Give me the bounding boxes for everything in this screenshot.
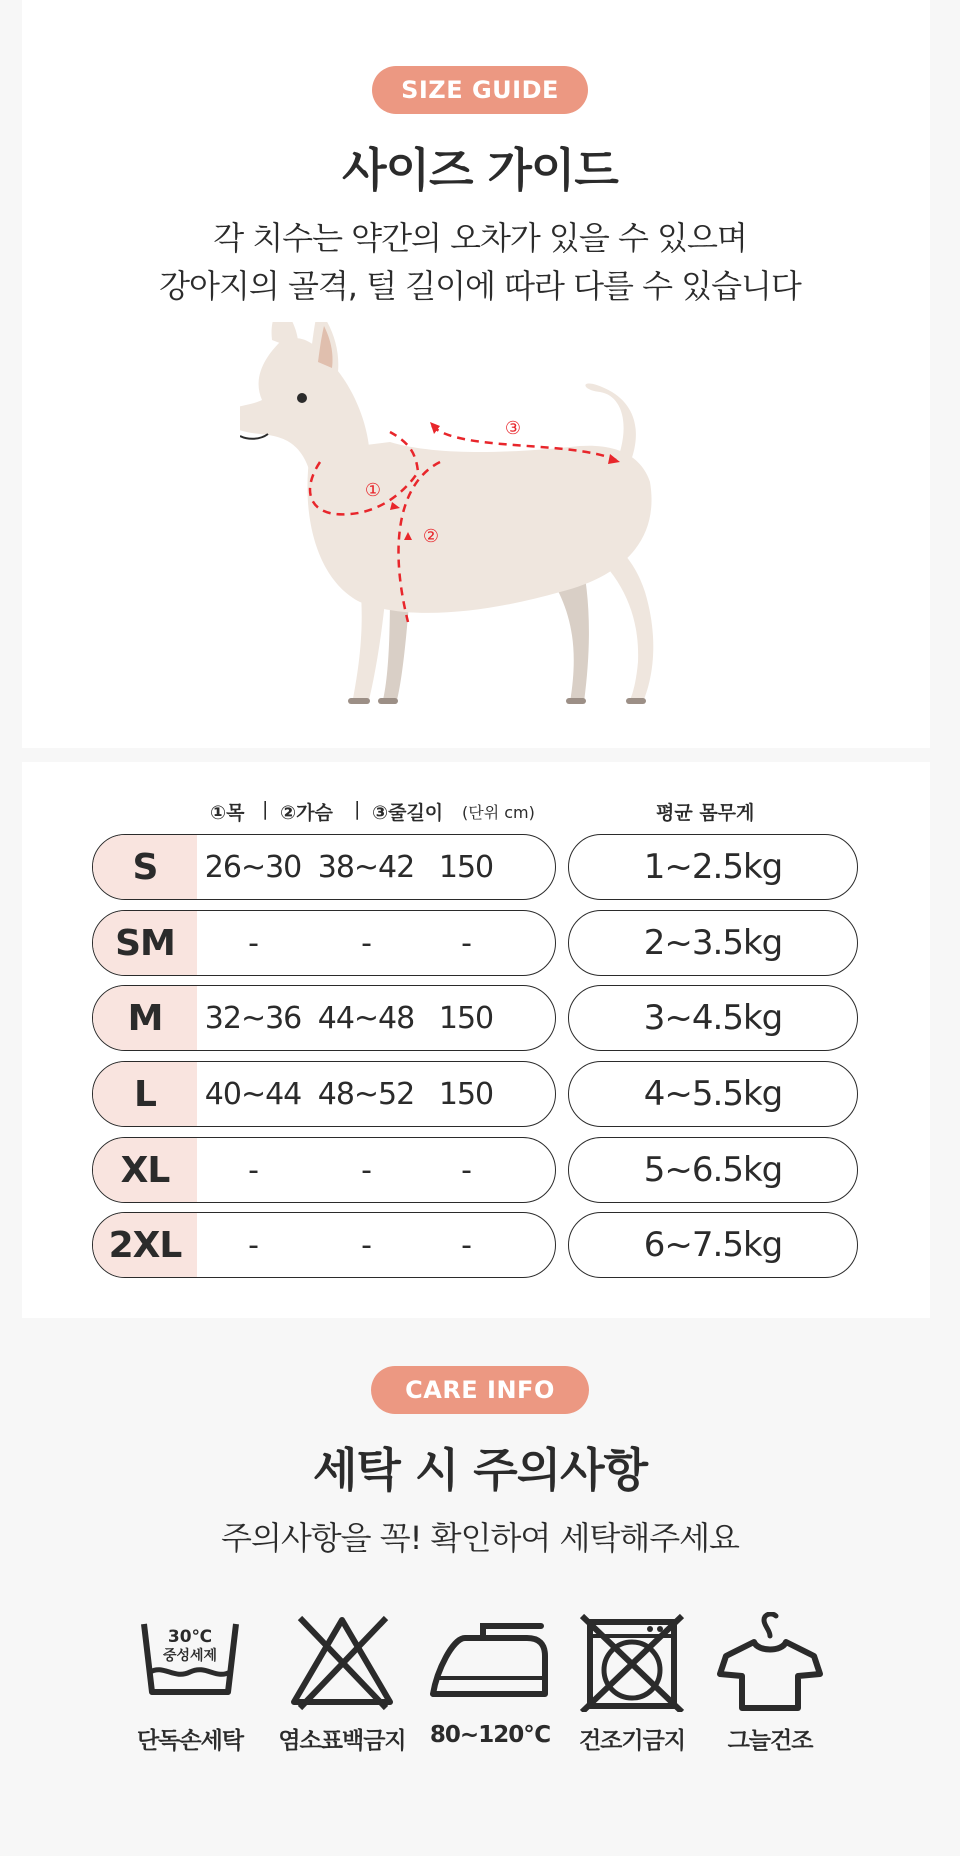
size-label: 2XL bbox=[93, 1213, 197, 1277]
dog-body bbox=[307, 442, 651, 613]
size-label: L bbox=[93, 1062, 197, 1126]
care-label: 단독손세탁 bbox=[136, 1728, 244, 1754]
size-label: M bbox=[93, 986, 197, 1050]
header-divider: | bbox=[354, 798, 361, 820]
care-label: 그늘건조 bbox=[727, 1728, 813, 1754]
chest-value: 38~42 bbox=[317, 849, 415, 885]
care-subtitle: 주의사항을 꼭! 확인하여 세탁해주세요 bbox=[221, 1519, 739, 1557]
header-divider: | bbox=[262, 798, 269, 820]
size-row bbox=[92, 985, 556, 1051]
size-label: XL bbox=[93, 1138, 197, 1202]
length-arrow-icon bbox=[430, 422, 440, 434]
dog-paw bbox=[626, 698, 646, 704]
size-guide-badge: SIZE GUIDE bbox=[372, 66, 588, 114]
care-item-no-bleach bbox=[272, 1612, 412, 1754]
dog-paw bbox=[566, 698, 586, 704]
chest-marker: ② bbox=[422, 526, 440, 547]
size-guide-title: 사이즈 가이드 bbox=[342, 143, 618, 197]
size-guide-subtitle-2: 강아지의 골격, 털 길이에 따라 다를 수 있습니다 bbox=[159, 267, 801, 305]
chest-value: 44~48 bbox=[317, 1000, 415, 1036]
wash-temp: 30℃ bbox=[167, 1627, 213, 1647]
care-info-badge: CARE INFO bbox=[371, 1366, 589, 1414]
neck-value: 32~36 bbox=[204, 1000, 302, 1036]
header-neck: ①목 bbox=[210, 802, 245, 824]
length-marker: ③ bbox=[504, 418, 522, 439]
weight-value: 5~6.5kg bbox=[568, 1137, 858, 1203]
shade-dry-icon bbox=[710, 1612, 830, 1712]
neck-value: - bbox=[248, 1152, 258, 1188]
care-label: 80~120℃ bbox=[429, 1722, 551, 1748]
dog-eye bbox=[297, 393, 307, 403]
dog-head bbox=[240, 338, 370, 472]
neck-value: - bbox=[248, 1227, 258, 1263]
care-item-shade-dry bbox=[700, 1612, 840, 1754]
leash-value: - bbox=[461, 1227, 471, 1263]
dog-mouth bbox=[240, 434, 268, 439]
neck-marker: ① bbox=[364, 480, 382, 501]
care-item-hand-wash bbox=[120, 1612, 260, 1754]
chest-value: - bbox=[361, 1227, 371, 1263]
size-row bbox=[92, 834, 556, 900]
header-chest: ②가슴 bbox=[280, 802, 333, 824]
chest-value: - bbox=[361, 1152, 371, 1188]
size-row bbox=[92, 1212, 556, 1278]
header-weight: 평균 몸무게 bbox=[656, 802, 755, 824]
dog-paw bbox=[378, 698, 398, 704]
chest-value: 48~52 bbox=[317, 1076, 415, 1112]
weight-value: 6~7.5kg bbox=[568, 1212, 858, 1278]
iron-icon bbox=[425, 1612, 555, 1702]
care-title: 세탁 시 주의사항 bbox=[312, 1443, 648, 1497]
weight-value: 3~4.5kg bbox=[568, 985, 858, 1051]
dog-paw bbox=[348, 698, 370, 704]
size-guide-subtitle-1: 각 치수는 약간의 오차가 있을 수 있으며 bbox=[213, 219, 747, 257]
neck-value: - bbox=[248, 925, 258, 961]
weight-value: 2~3.5kg bbox=[568, 910, 858, 976]
neck-value: 40~44 bbox=[204, 1076, 302, 1112]
chest-value: - bbox=[361, 925, 371, 961]
care-item-no-dryer bbox=[562, 1612, 702, 1754]
size-label: SM bbox=[93, 911, 197, 975]
header-leash: ③줄길이 bbox=[372, 802, 444, 824]
leash-value: - bbox=[461, 1152, 471, 1188]
wash-detergent: 중성세제 bbox=[162, 1648, 218, 1664]
leash-value: 150 bbox=[438, 1076, 494, 1112]
no-bleach-icon bbox=[282, 1612, 402, 1712]
leash-value: 150 bbox=[438, 849, 494, 885]
header-unit: (단위 cm) bbox=[462, 803, 535, 822]
hand-wash-icon bbox=[130, 1612, 250, 1702]
care-label: 염소표백금지 bbox=[278, 1728, 406, 1754]
care-item-iron bbox=[420, 1612, 560, 1748]
size-row bbox=[92, 1137, 556, 1203]
size-row bbox=[92, 910, 556, 976]
care-label: 건조기금지 bbox=[578, 1728, 686, 1754]
neck-value: 26~30 bbox=[204, 849, 302, 885]
weight-value: 1~2.5kg bbox=[568, 834, 858, 900]
size-row bbox=[92, 1061, 556, 1127]
weight-value: 4~5.5kg bbox=[568, 1061, 858, 1127]
leash-value: - bbox=[461, 925, 471, 961]
dog-measurement-illustration bbox=[240, 322, 720, 722]
size-label: S bbox=[93, 835, 197, 899]
leash-value: 150 bbox=[438, 1000, 494, 1036]
no-tumble-dry-icon bbox=[572, 1612, 692, 1712]
